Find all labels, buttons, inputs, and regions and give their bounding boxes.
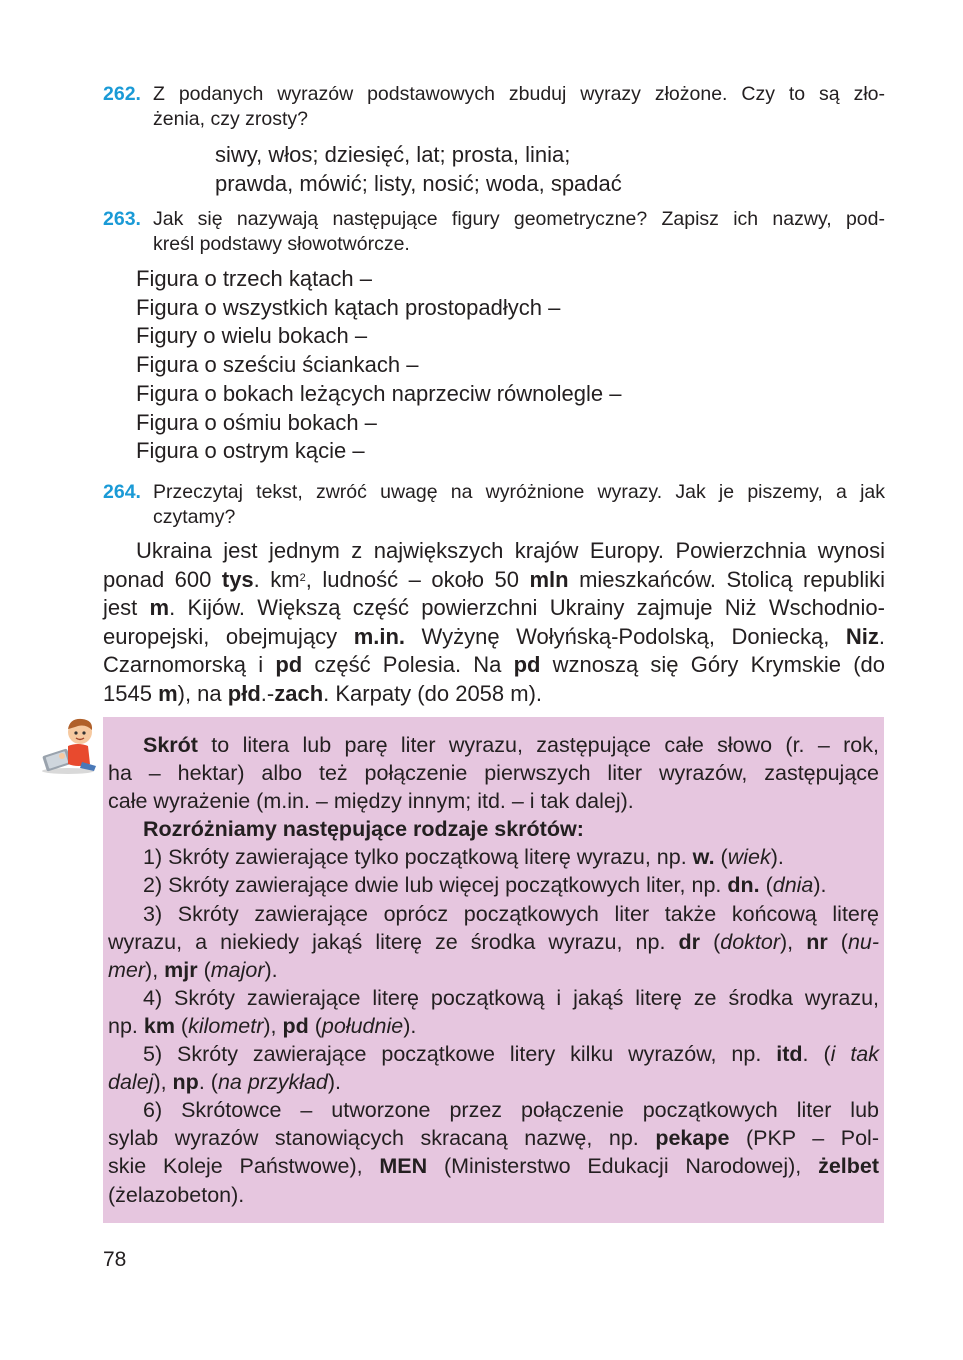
list-item: Figura o bokach leżących naprzeciw równolegle –	[136, 380, 622, 406]
exercise-262	[103, 82, 885, 132]
rule-box-text: Skrót to litera lub parę liter wyrazu, zastępujące całe słowo (r. – rok, ha – hektar) albo też połączenie pierwszych liter wyrazów, zastępujące całe wyrażenie (m.in. – między innym; itd. – i tak dalej). Rozróżniamy następujące rodzaje skrótów: 1) Skróty zawierające tylko początkową literę wyrazu, np. w. (wiek). 2) Skróty zawierające dwie lub więcej początkowych liter, np. dn. (dnia). 3) Skróty zawierające oprócz początkowych liter także końcową literę wyrazu, a niekiedy jakąś literę ze środka wyrazu, np. dr (doktor), nr (nu- mer), mjr (major). 4) Skróty zawierające literę początkową i jakąś literę ze środka wyrazu, np. km (kilometr), pd (południe). 5) Skróty zawierające początkowe litery kilku wyrazów, np. itd. (i tak dalej), np. (na przykład). 6) Skrótowce – utworzone przez połączenie początkowych liter lub sylab wyrazów stanowiących skracaną nazwę, np. pekape (PKP – Pol- skie Koleje Państwowe), MEN (Ministerstwo Edukacji Narodowej), żelbet (żelazobeton).	[108, 733, 880, 1207]
list-item: Figury o wielu bokach –	[136, 323, 368, 349]
exercise-number: 264.	[103, 481, 141, 503]
list-item: Figura o sześciu ściankach –	[136, 352, 419, 378]
exercise-number: 263.	[103, 208, 141, 230]
exercise-instruction: Jak się nazywają następujące figury geometryczne? Zapisz ich nazwy, pod- kreśl podstawy słowotwórcze.	[153, 208, 885, 255]
word-list: siwy, włos; dziesięć, lat; prosta, linia; prawda, mówić; listy, nosić; woda, spadać	[215, 142, 622, 196]
exercise-number: 262.	[103, 83, 141, 105]
boy-with-laptop-icon	[38, 716, 102, 776]
list-item: Figura o ostrym kącie –	[136, 438, 365, 464]
exercise-264	[103, 480, 885, 530]
exercise-263	[103, 207, 885, 257]
reading-text: Ukraina jest jednym z największych krajów Europy. Powierzchnia wynosi ponad 600 tys. $km^2$, ludność – około 50 mln mieszkańców. Stolicą republiki jest m. Kijów. Większą część powierzchni Ukrainy zajmuje Niż Wschodnio- europejski, obejmujący m.in. Wyżynę Wołyńską-Podolską, Doniecką, Niz. Czarnomorską i pd część Polesia. Na pd wznoszą się Góry Krymskie (do 1545 m), na płd.-zach. Karpaty (do 2058 m).	[103, 538, 886, 706]
list-item: Figura o wszystkich kątach prostopadłych –	[136, 294, 561, 320]
list-item: Figura o ośmiu bokach –	[136, 409, 377, 435]
rule-heading: Rozróżniamy następujące rodzaje skrótów:	[143, 817, 584, 842]
page-number: 78	[103, 1248, 127, 1271]
list-item: Figura o trzech kątach –	[136, 266, 373, 291]
exercise-instruction: Przeczytaj tekst, zwróć uwagę na wyróżnione wyrazy. Jak je piszemy, a jak czytamy?	[153, 481, 885, 528]
exercise-instruction: Z podanych wyrazów podstawowych zbuduj wyrazy złożone. Czy to są zło- żenia, czy zrosty?	[153, 83, 885, 130]
figure-list	[136, 265, 621, 466]
